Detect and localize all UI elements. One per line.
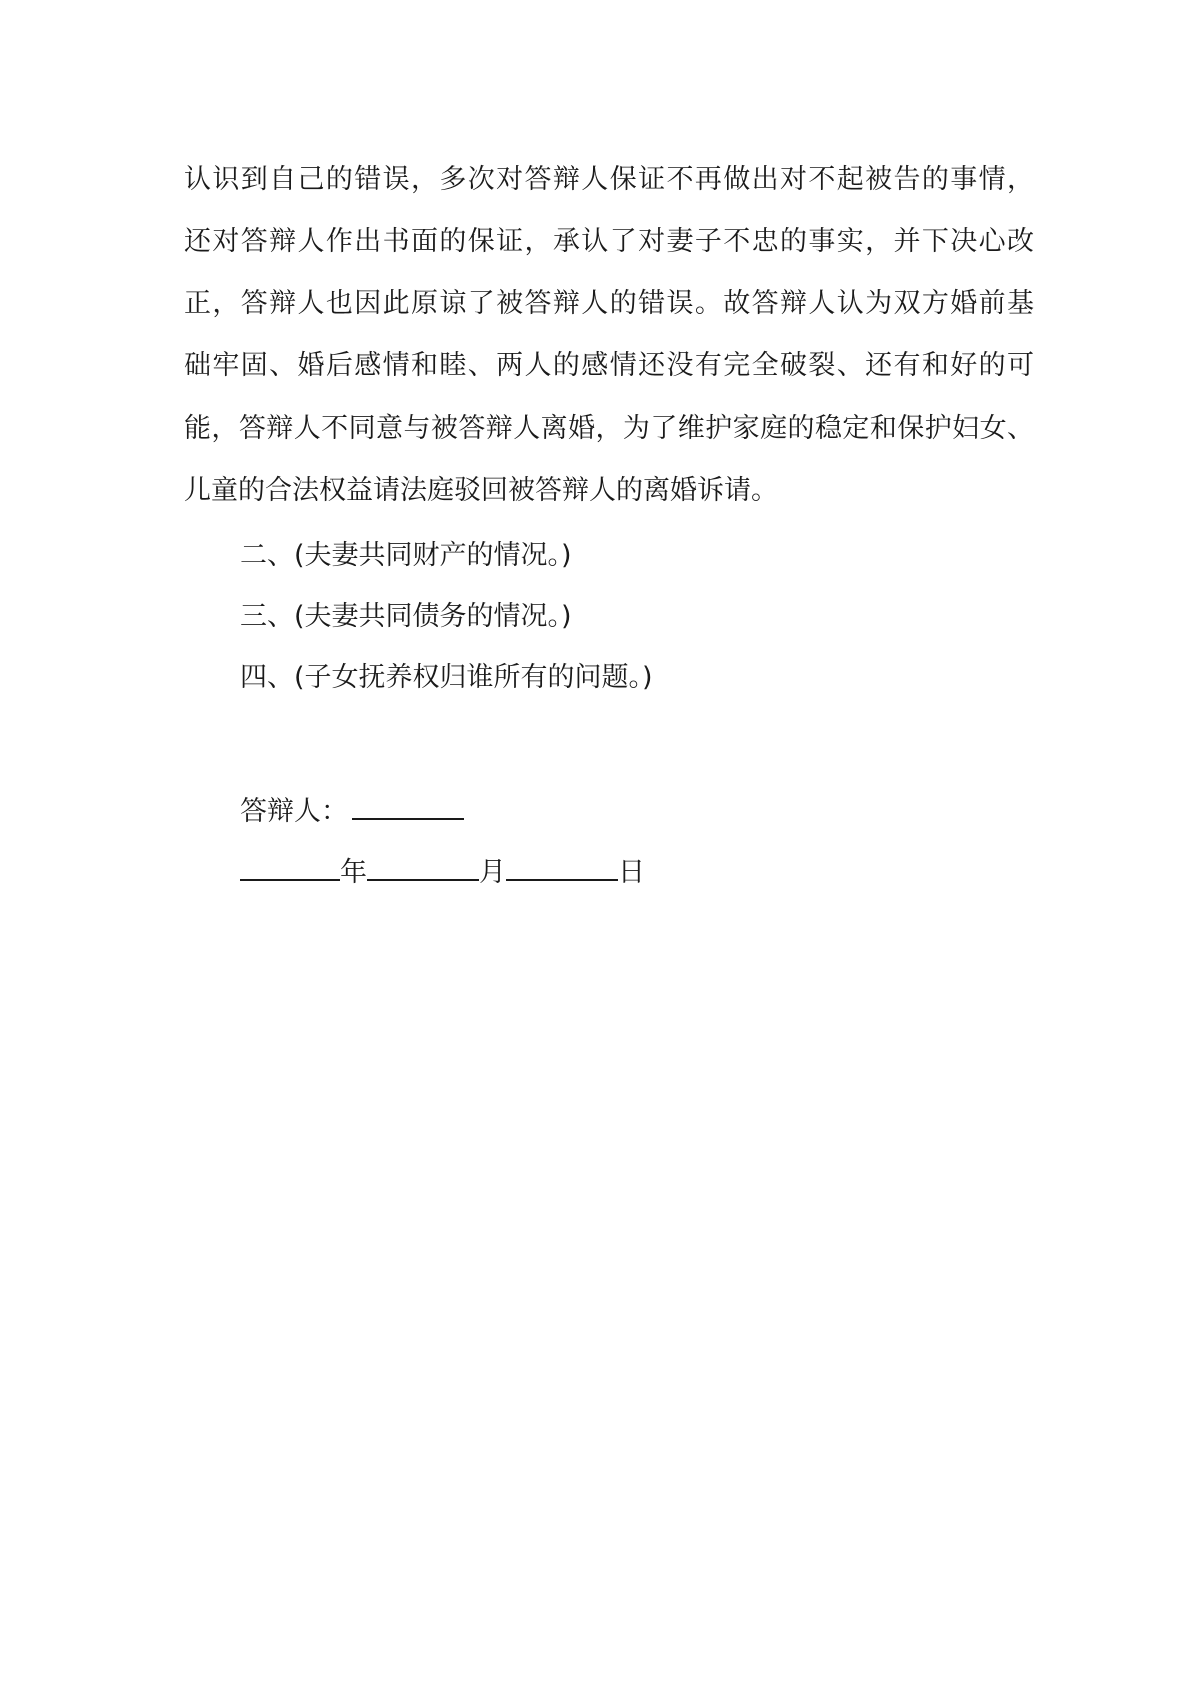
month-label: 月	[479, 857, 506, 888]
date-line	[240, 849, 645, 889]
body-line-2: 还对答辩人作出书面的保证，承认了对妻子不忠的事实，并下决心改	[184, 226, 1034, 257]
body-line-3: 正，答辩人也因此原谅了被答辩人的错误。故答辩人认为双方婚前基	[184, 288, 1034, 319]
month-blank	[367, 849, 479, 881]
signature-blank	[352, 788, 464, 820]
body-line-5: 能，答辩人不同意与被答辩人离婚，为了维护家庭的稳定和保护妇女、	[184, 413, 1034, 444]
list-item-property: 二、(夫妻共同财产的情况。)	[240, 540, 572, 571]
year-label: 年	[340, 857, 367, 888]
day-label: 日	[618, 857, 645, 888]
signature-label: 答辩人：	[240, 796, 348, 827]
day-blank	[506, 849, 618, 881]
body-line-1: 认识到自己的错误，多次对答辩人保证不再做出对不起被告的事情，	[184, 164, 1034, 195]
list-item-debt: 三、(夫妻共同债务的情况。)	[240, 601, 572, 632]
signature-line	[240, 788, 464, 828]
body-line-6: 儿童的合法权益请法庭驳回被答辩人的离婚诉请。	[184, 475, 778, 506]
year-blank	[240, 849, 340, 881]
list-item-custody: 四、(子女抚养权归谁所有的问题。)	[240, 662, 653, 693]
body-line-4: 础牢固、婚后感情和睦、两人的感情还没有完全破裂、还有和好的可	[184, 350, 1034, 381]
